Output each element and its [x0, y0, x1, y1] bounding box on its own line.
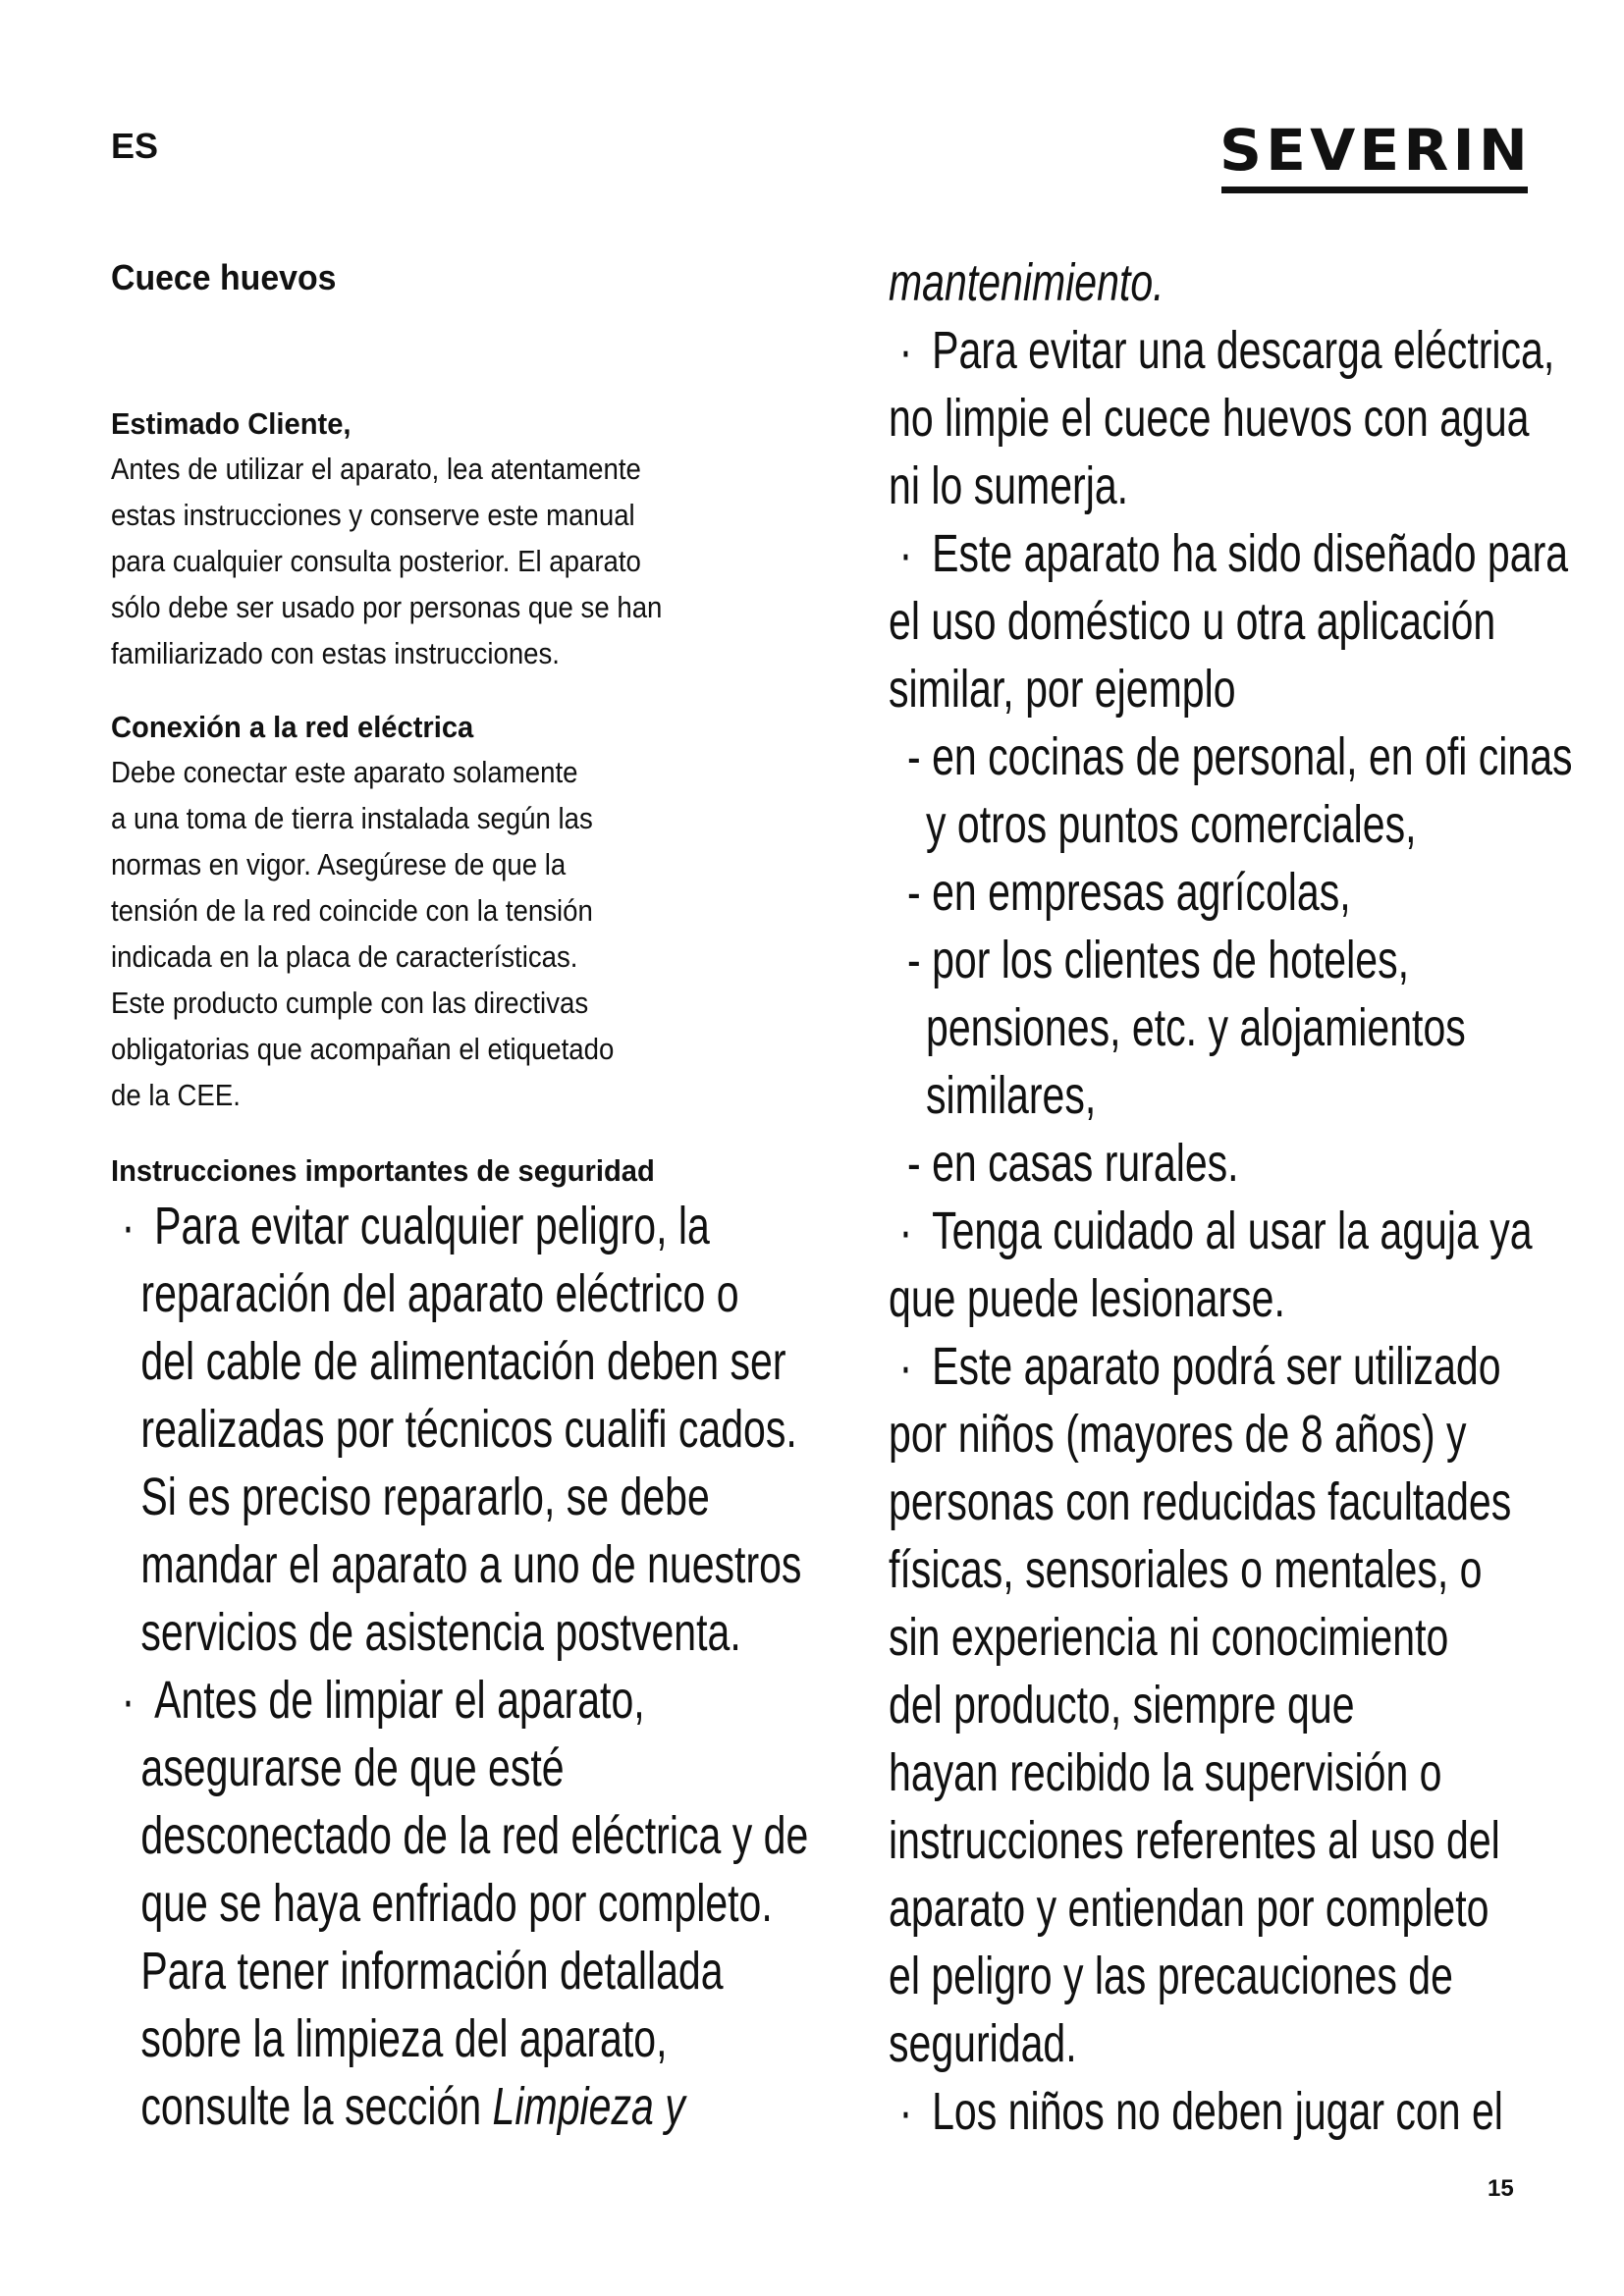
bullet: ·	[898, 1337, 913, 1396]
bullet: ·	[898, 524, 913, 583]
intro-line: Antes de utilizar el aparato, lea atentamente	[111, 452, 641, 486]
safety-line: personas con reducidas facultades	[889, 1472, 1512, 1531]
safety-line: reparación del aparato eléctrico o	[140, 1264, 739, 1323]
brand-logo: SEVERIN	[1219, 117, 1532, 184]
safety-line: instrucciones referentes al uso del	[889, 1811, 1500, 1870]
safety-line: asegurarse de que esté	[140, 1738, 565, 1797]
intro-line: familiarizado con estas instrucciones.	[111, 636, 560, 670]
safety-line: desconectado de la red eléctrica y de	[140, 1806, 809, 1865]
connection-line: indicada en la placa de características.	[111, 939, 578, 974]
bullet: ·	[898, 1201, 913, 1260]
safety-line: realizadas por técnicos cualifi cados.	[140, 1400, 797, 1459]
safety-line: mantenimiento.	[889, 253, 1164, 312]
safety-line: Para tener información detallada	[140, 1942, 724, 2001]
connection-heading: Conexión a la red eléctrica	[111, 710, 474, 744]
safety-line: físicas, sensoriales o mentales, o	[889, 1540, 1483, 1599]
connection-line: a una toma de tierra instalada según las	[111, 801, 593, 835]
safety-line: que se haya enfriado por completo.	[140, 1874, 773, 1933]
intro-line: para cualquier consulta posterior. El aparato	[111, 544, 641, 578]
intro-line: sólo debe ser usado por personas que se han	[111, 590, 663, 624]
safety-line: del cable de alimentación deben ser	[140, 1332, 786, 1391]
safety-line: aparato y entiendan por completo	[889, 1879, 1489, 1938]
safety-line: - en cocinas de personal, en ofi cinas	[907, 727, 1573, 786]
safety-line: · Este aparato ha sido diseñado para	[889, 520, 1411, 588]
safety-line: ni lo sumerja.	[889, 456, 1129, 515]
section-reference: Limpieza y	[492, 2077, 685, 2136]
safety-line: sin experiencia ni conocimiento	[889, 1608, 1449, 1667]
brand-underline	[1221, 187, 1528, 193]
safety-line: y otros puntos comerciales,	[926, 795, 1417, 854]
bullet: ·	[121, 1197, 135, 1255]
connection-line: de la CEE.	[111, 1078, 241, 1112]
language-code: ES	[111, 126, 159, 166]
safety-line: el peligro y las precauciones de	[889, 1947, 1453, 2005]
safety-line: el uso doméstico u otra aplicación	[889, 592, 1496, 651]
connection-line: Debe conectar este aparato solamente	[111, 755, 578, 789]
document-title: Cuece huevos	[111, 257, 337, 297]
safety-line: pensiones, etc. y alojamientos	[926, 998, 1466, 1057]
safety-line: sobre la limpieza del aparato,	[140, 2009, 668, 2068]
safety-line: seguridad.	[889, 2014, 1077, 2073]
safety-line: por niños (mayores de 8 años) y	[889, 1405, 1467, 1464]
safety-line: similar, por ejemplo	[889, 660, 1236, 719]
left-column	[111, 253, 809, 2141]
safety-line: · Este aparato podrá ser utilizado	[889, 1333, 1411, 1401]
safety-line: · Antes de limpiar el aparato,	[111, 1667, 633, 1735]
intro-line: estas instrucciones y conserve este manual	[111, 498, 635, 532]
intro-heading: Estimado Cliente,	[111, 406, 352, 441]
connection-line: obligatorias que acompañan el etiquetado	[111, 1032, 615, 1066]
safety-line: - en casas rurales.	[907, 1134, 1239, 1193]
right-column	[889, 253, 1576, 2146]
safety-line: · Los niños no deben jugar con el	[889, 2078, 1411, 2146]
safety-line: servicios de asistencia postventa.	[140, 1603, 741, 1662]
page-number: 15	[1488, 2175, 1514, 2202]
connection-line: tensión de la red coincide con la tensión	[111, 893, 593, 928]
safety-line: · Para evitar cualquier peligro, la	[111, 1193, 633, 1260]
safety-line: - por los clientes de hoteles,	[907, 931, 1410, 989]
connection-line: Este producto cumple con las directivas	[111, 986, 589, 1020]
safety-line: mandar el aparato a uno de nuestros	[140, 1535, 802, 1594]
safety-line: - en empresas agrícolas,	[907, 863, 1351, 922]
safety-line: · Tenga cuidado al usar la aguja ya	[889, 1198, 1411, 1265]
safety-line: no limpie el cuece huevos con agua	[889, 389, 1530, 448]
safety-line: que puede lesionarse.	[889, 1269, 1285, 1328]
bullet: ·	[898, 2082, 913, 2141]
safety-line: Si es preciso repararlo, se debe	[140, 1468, 710, 1526]
safety-line: similares,	[926, 1066, 1097, 1125]
safety-line: consulte la sección Limpieza y	[140, 2077, 685, 2136]
bullet: ·	[898, 321, 913, 380]
safety-line: · Para evitar una descarga eléctrica,	[889, 317, 1411, 385]
safety-line: del producto, siempre que	[889, 1676, 1355, 1735]
bullet: ·	[121, 1671, 135, 1730]
connection-line: normas en vigor. Asegúrese de que la	[111, 847, 567, 881]
safety-heading: Instrucciones importantes de seguridad	[111, 1153, 655, 1188]
safety-line: hayan recibido la supervisión o	[889, 1743, 1442, 1802]
